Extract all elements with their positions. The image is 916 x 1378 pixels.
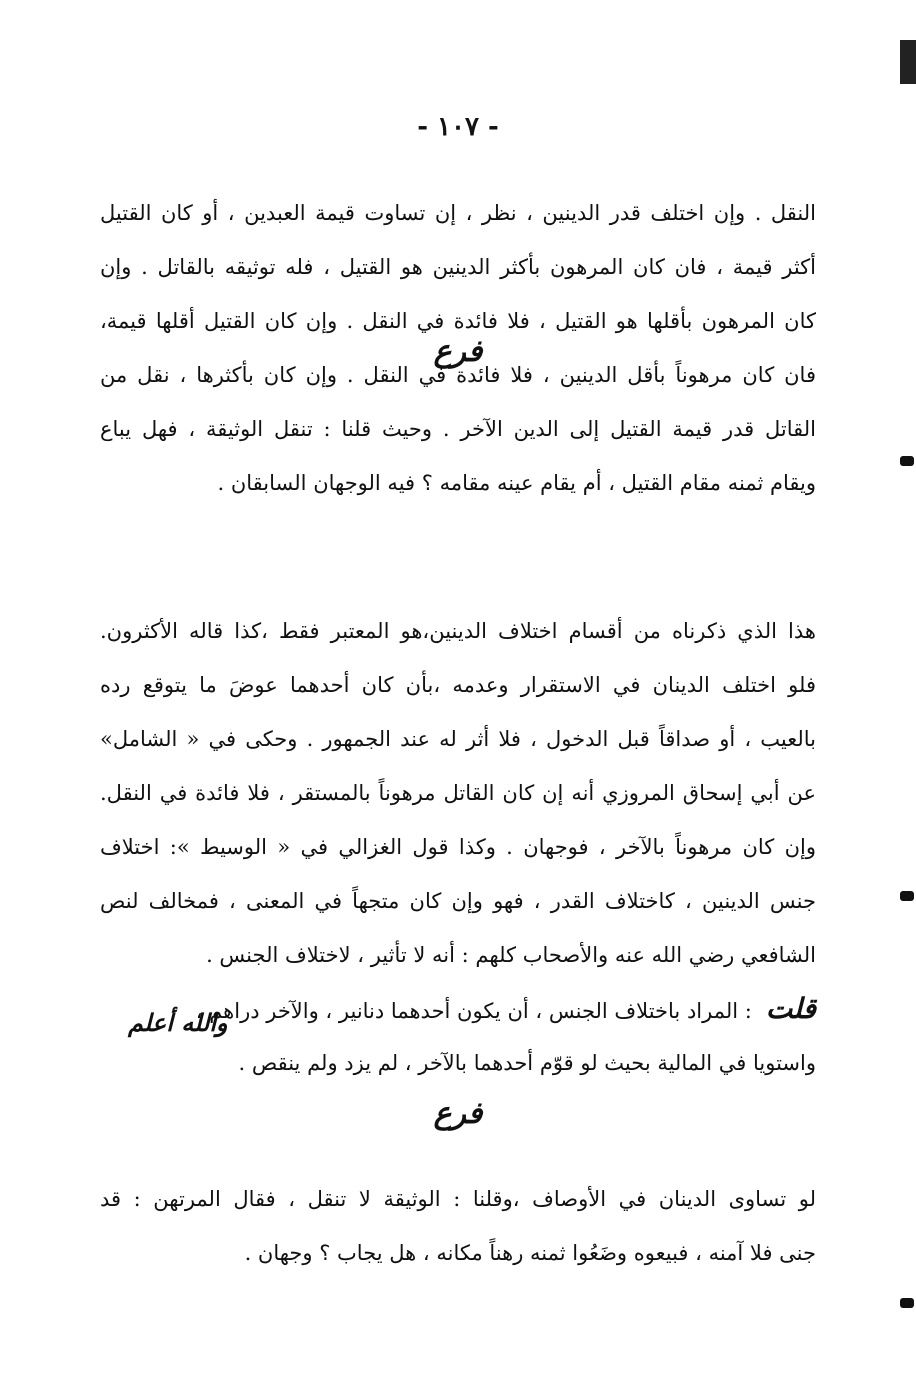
text-line: فلو اختلف الدينان في الاستقرار وعدمه ،بأن كان أحدهما عوضَ ما يتوقع رده — [100, 673, 816, 697]
closing-phrase: والله أعلم — [128, 1008, 228, 1037]
text-line: الشافعي رضي الله عنه والأصحاب كلهم : أنه لا تأثير ، لاختلاف الجنس . — [206, 943, 816, 967]
qult-label: قلت — [765, 992, 816, 1025]
section-heading-1: فرع — [433, 334, 483, 369]
page-number: - ١٠٧ - — [417, 112, 499, 142]
text-line: جنى فلا آمنه ، فبيعوه وضَعُوا ثمنه رهناً مكانه ، هل يجاب ؟ وجهان . — [244, 1241, 816, 1265]
qult-text: : المراد باختلاف الجنس ، أن يكون أحدهما دنانير ، والآخر دراهم ، — [195, 999, 752, 1023]
text-line: القاتل قدر قيمة القتيل إلى الدين الآخر . وحيث قلنا : تنقل الوثيقة ، فهل يباع — [100, 417, 816, 441]
section-heading-2: فرع — [433, 1096, 483, 1131]
scan-mark — [900, 891, 914, 901]
text-line: بالعيب ، أو صداقاً قبل الدخول ، فلا أثر له عند الجمهور . وحكى في « الشامل» — [100, 727, 816, 751]
text-line: جنس الدينين ، كاختلاف القدر ، فهو وإن كان متجهاً في المعنى ، فمخالف لنص — [100, 889, 816, 913]
paragraph-3 — [100, 1172, 816, 1280]
text-line: النقل . وإن اختلف قدر الدينين ، نظر ، إن تساوت قيمة العبدين ، أو كان القتيل — [100, 201, 816, 225]
scan-mark — [900, 1298, 914, 1308]
text-line: واستويا في المالية بحيث لو قوّم أحدهما بالآخر ، لم يزد ولم ينقص . — [238, 1051, 816, 1075]
text-line: هذا الذي ذكرناه من أقسام اختلاف الدينين،هو المعتبر فقط ،كذا قاله الأكثرون. — [100, 619, 816, 643]
text-line: فان كان مرهوناً بأقل الدينين ، فلا فائدة في النقل . وإن كان بأكثرها ، نقل من — [100, 363, 816, 387]
scan-mark — [900, 456, 914, 466]
text-line: لو تساوى الدينان في الأوصاف ،وقلنا : الوثيقة لا تنقل ، فقال المرتهن : قد — [100, 1187, 816, 1211]
text-line: وإن كان مرهوناً بالآخر ، فوجهان . وكذا قول الغزالي في « الوسيط »: اختلاف — [100, 835, 816, 859]
text-line: أكثر قيمة ، فان كان المرهون بأكثر الدينين هو القتيل ، فله توثيقه بالقاتل . وإن — [100, 255, 816, 279]
text-line: ويقام ثمنه مقام القتيل ، أم يقام عينه مقامه ؟ فيه الوجهان السابقان . — [217, 471, 816, 495]
text-line: عن أبي إسحاق المروزي أنه إن كان القاتل مرهوناً بالمستقر ، فلا فائدة في النقل. — [100, 781, 816, 805]
text-line: كان المرهون بأقلها هو القتيل ، فلا فائدة في النقل . وإن كان القتيل أقلها قيمة، — [100, 309, 816, 333]
scan-edge-mark — [900, 40, 916, 84]
